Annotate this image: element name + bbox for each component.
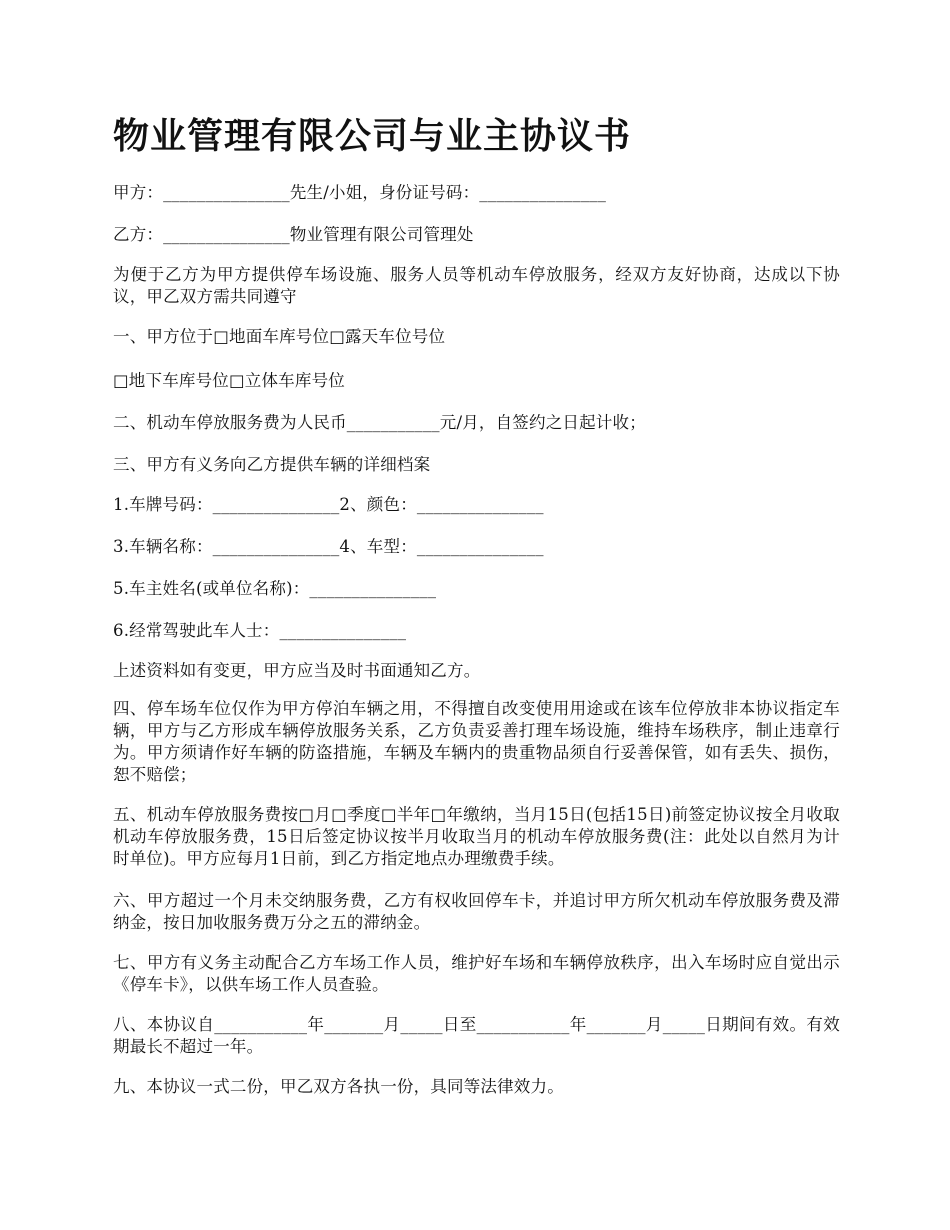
clause-1-line-2: □地下车库号位□立体车库号位	[113, 371, 345, 390]
frequent-driver-line: 6.经常驾驶此车人士：_______________	[113, 621, 407, 640]
clause-6: 六、甲方超过一个月未交纳服务费，乙方有权收回停车卡，并追讨甲方所欠机动车停放服务费及滞纳金，按日加收服务费万分之五的滞纳金。	[113, 891, 840, 932]
clause-3: 三、甲方有义务向乙方提供车辆的详细档案	[113, 455, 431, 474]
clause-4: 四、停车场车位仅作为甲方停泊车辆之用，不得擅自改变使用用途或在该车位停放非本协议指定车辆，甲方与乙方形成车辆停放服务关系，乙方负责妥善打理车场设施，维持车场秩序，制止违章行为。甲方须请作好车辆的防盗措施，车辆及车辆内的贵重物品须自行妥善保管，如有丢失、损伤，恕不赔偿；	[113, 699, 840, 784]
party-a-line: 甲方：_______________先生/小姐，身份证号码：_______________	[113, 183, 607, 202]
clause-7: 七、甲方有义务主动配合乙方车场工作人员，维护好车场和车辆停放秩序，出入车场时应自觉出示《停车卡》，以供车场工作人员查验。	[113, 953, 840, 994]
change-notice-line: 上述资料如有变更，甲方应当及时书面通知乙方。	[113, 661, 481, 680]
document-title: 物业管理有限公司与业主协议书	[113, 115, 632, 157]
vehicle-plate-color-line: 1.车牌号码：_______________2、颜色：_______________	[113, 495, 544, 514]
preamble-paragraph: 为便于乙方为甲方提供停车场设施、服务人员等机动车停放服务，经双方友好协商，达成以下协议，甲乙双方需共同遵守	[113, 265, 840, 306]
party-b-line: 乙方：_______________物业管理有限公司管理处	[113, 225, 474, 244]
clause-8: 八、本协议自___________年_______月_____日至___________年_______月_____日期间有效。有效期最长不超过一年。	[113, 1015, 840, 1056]
clause-2: 二、机动车停放服务费为人民币___________元/月，自签约之日起计收；	[113, 413, 646, 432]
clause-1-line-1: 一、甲方位于□地面车库号位□露天车位号位	[113, 327, 446, 346]
clause-5: 五、机动车停放服务费按□月□季度□半年□年缴纳，当月15日(包括15日)前签定协议按全月收取机动车停放服务费，15日后签定协议按半月收取当月的机动车停放服务费(注：此处以自然月为计时单位)。甲方应每月1日前，到乙方指定地点办理缴费手续。	[113, 805, 840, 868]
owner-name-line: 5.车主姓名(或单位名称)：_______________	[113, 579, 437, 598]
vehicle-name-type-line: 3.车辆名称：_______________4、车型：_______________	[113, 537, 544, 556]
clause-9: 九、本协议一式二份，甲乙双方各执一份，具同等法律效力。	[113, 1077, 564, 1096]
